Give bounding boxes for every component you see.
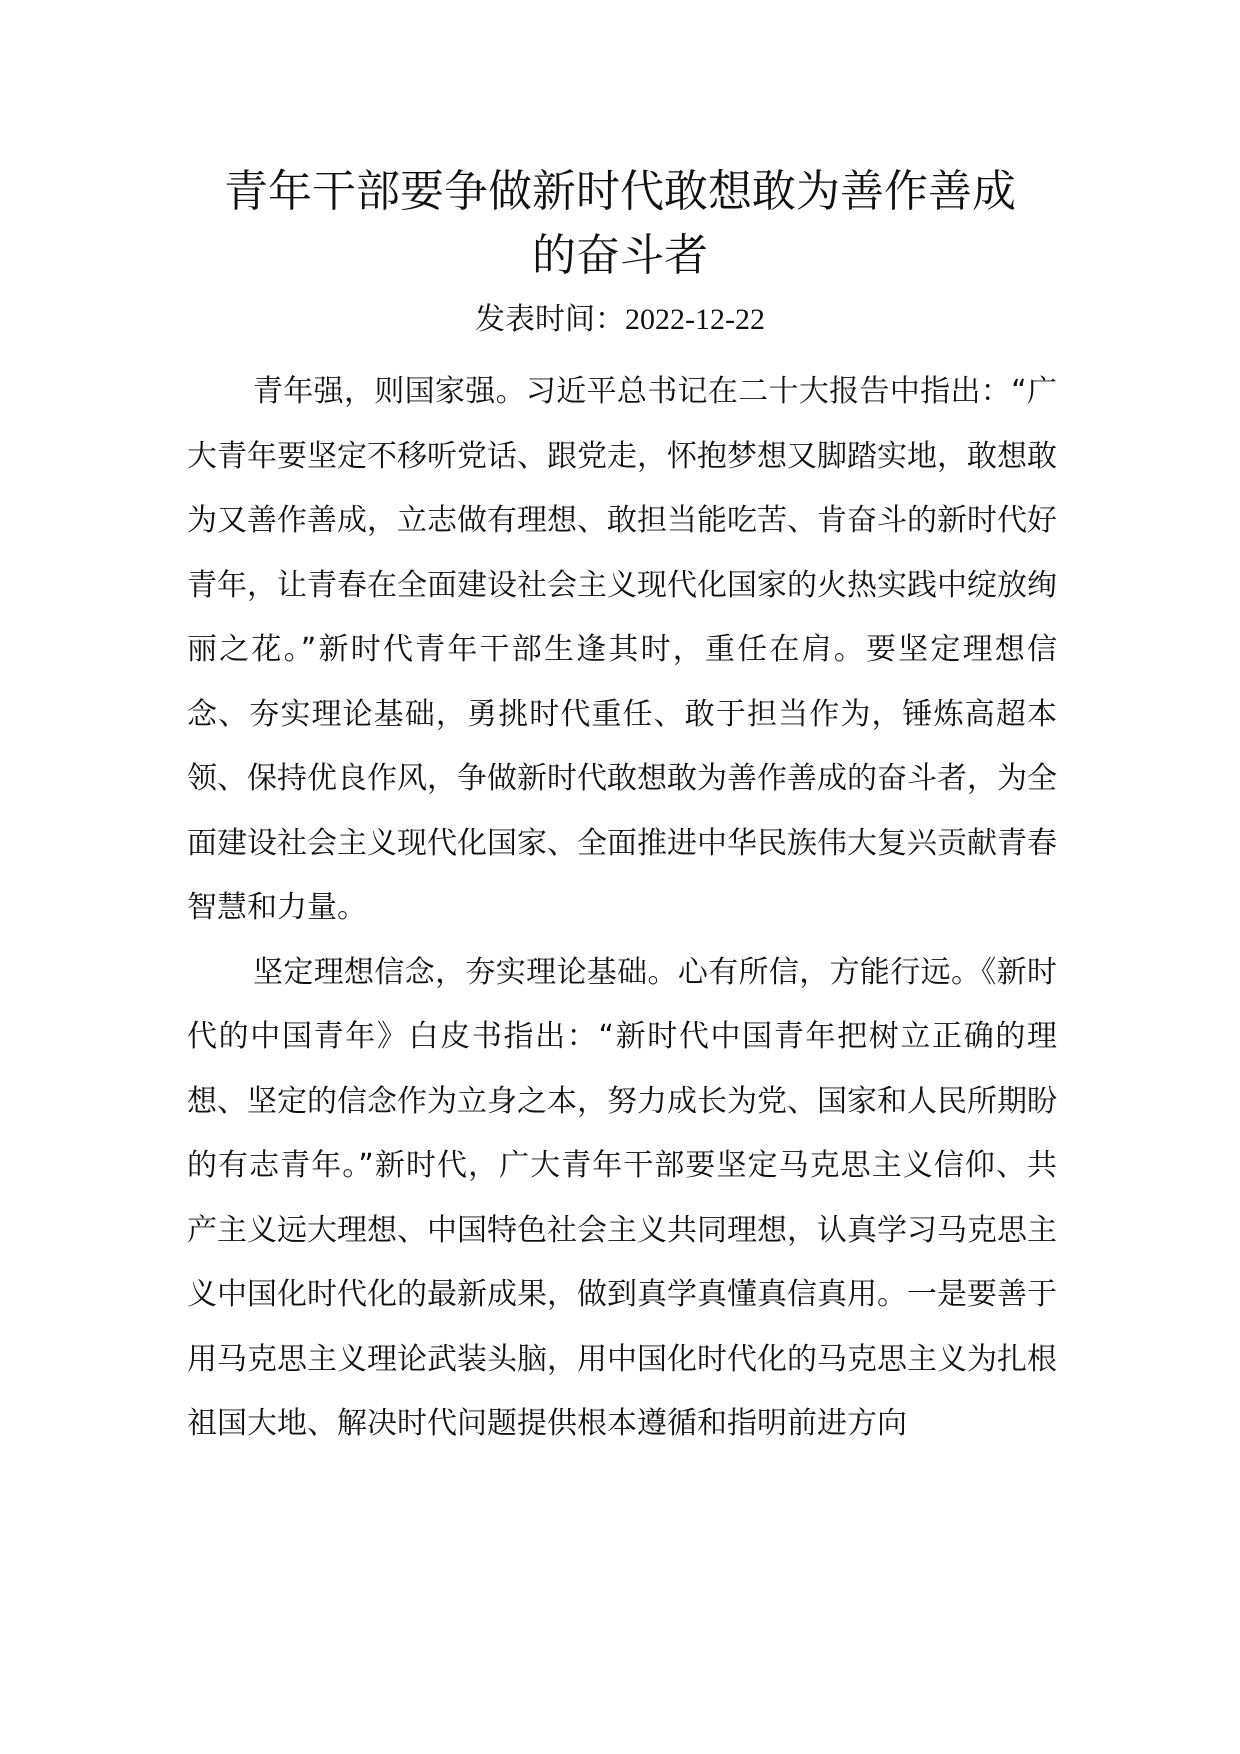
document-title (160, 160, 1080, 288)
publish-date-value: 2022-12-22 (625, 303, 765, 336)
publish-date-label: 发表时间： (475, 302, 625, 337)
paragraph-2: 坚定理想信念，夯实理论基础。心有所信，方能行远。《新时代的中国青年》白皮书指出：“新时代中国青年把树立正确的理想、坚定的信念作为立身之本，努力成长为党、国家和人民所期盼的有志青年。”新时代，广大青年干部要坚定马克思主义信仰、共产主义远大理想、中国特色社会主义共同理想，认真学习马克思主义中国化时代化的最新成果，做到真学真懂真信真用。一是要善于用马克思主义理论武装头脑，用中国化时代化的马克思主义为扎根祖国大地、解决时代问题提供根本遵循和指明前进方向 (187, 954, 1057, 1441)
publish-date (160, 300, 1080, 340)
document-body (187, 360, 1057, 1457)
title-line-2: 的奋斗者 (532, 230, 708, 281)
paragraph-1: 青年强，则国家强。习近平总书记在二十大报告中指出：“广大青年要坚定不移听党话、跟党走，怀抱梦想又脚踏实地，敢想敢为又善作善成，立志做有理想、敢担当能吃苦、肯奋斗的新时代好青年，让青春在全面建设社会主义现代化国家的火热实践中绽放绚丽之花。”新时代青年干部生逢其时，重任在肩。要坚定理想信念、夯实理论基础，勇挑时代重任、敢于担当作为，锤炼高超本领、保持优良作风，争做新时代敢想敢为善作善成的奋斗者，为全面建设社会主义现代化国家、全面推进中华民族伟大复兴贡献青春智慧和力量。 (187, 374, 1057, 925)
title-line-1: 青年干部要争做新时代敢想敢为善作善成 (224, 166, 1016, 217)
